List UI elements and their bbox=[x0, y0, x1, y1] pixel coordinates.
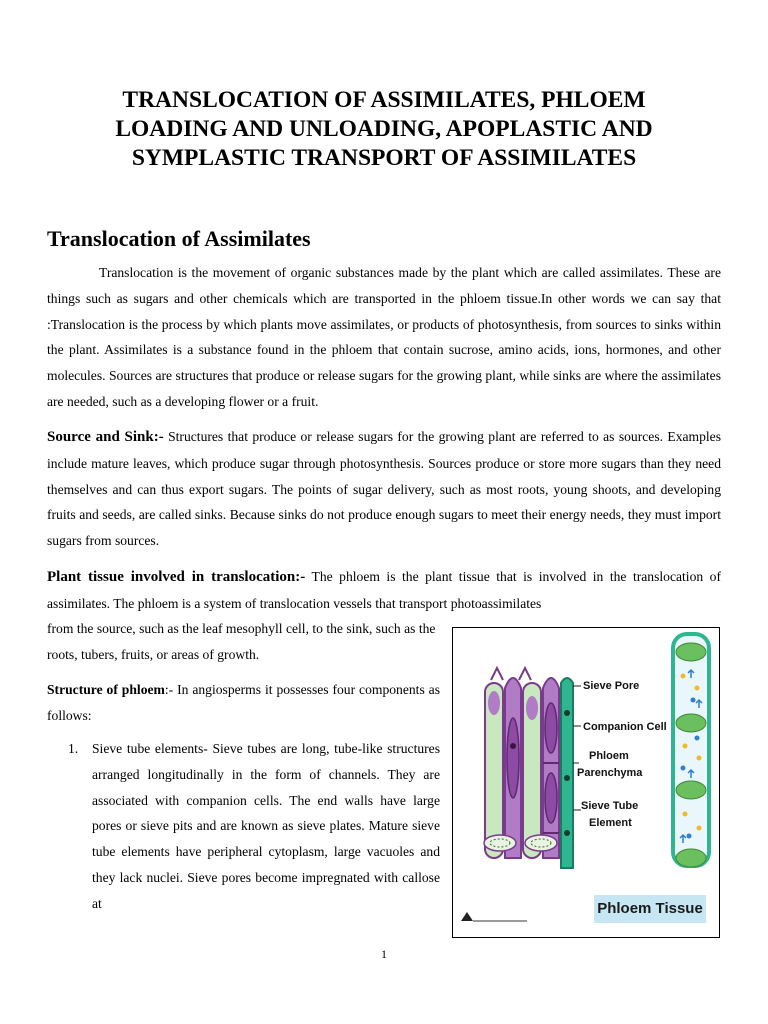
phloem-tissue-figure bbox=[452, 627, 720, 938]
section-title: Translocation of Assimilates bbox=[47, 226, 311, 251]
source-sink-text: Structures that produce or release sugars for the growing plant are referred to as sources. Examples include mature leaves, which produce sugar through photosynthesis. Sources produce or store more sugars than they need themselves and can thus export sugars. The points of sugar delivery, such as most roots, young shoots, and developing fruits and seeds, are called sinks. Because sinks do not produce enough sugars to meet their energy needs, they must import sugars from sources. bbox=[47, 429, 721, 549]
label-sieve-pore: Sieve Pore bbox=[583, 680, 640, 692]
components-list bbox=[47, 736, 440, 917]
list-number: 1. bbox=[68, 741, 79, 756]
page-title bbox=[60, 86, 708, 173]
paragraph-plant-tissue bbox=[47, 564, 721, 617]
publisher-logo-icon bbox=[461, 912, 527, 921]
paragraph-source-sink bbox=[47, 424, 721, 554]
source-sink-heading: Source and Sink:- bbox=[47, 429, 164, 445]
label-companion-cell: Companion Cell bbox=[583, 721, 667, 733]
plant-tissue-text: The phloem is the plant tissue that is involved in the translocation of assimilates. The phloem is a system of translocation vessels that transport photoassimilates bbox=[47, 569, 721, 611]
page-number: 1 bbox=[381, 947, 387, 961]
paragraph-translocation: Translocation is the movement of organic substances made by the plant which are called assimilates. These are things such as sugars and other chemicals which are transported in the phloem tissue.In other words we can say that :Translocation is the process by which plants move assimilates, or products of photosynthesis, from sources to sinks within the plant. Assimilates is a substance found in the phloem that contain sucrose, amino acids, ions, hormones, and other molecules. Sources are structures that produce or release sugars for the growing plant, while sinks are where the assimilates are needed, such as a developing flower or a fruit. bbox=[47, 265, 721, 409]
paragraph-structure bbox=[47, 677, 440, 729]
figure-caption: Phloem Tissue bbox=[594, 895, 706, 923]
title-line-2: LOADING AND UNLOADING, APOPLASTIC AND bbox=[115, 116, 653, 142]
title-line-1: TRANSLOCATION OF ASSIMILATES, PHLOEM bbox=[122, 87, 646, 113]
paragraph-plant-tissue-continued: from the source, such as the leaf mesophyll cell, to the sink, such as the roots, tubers, fruits, or areas of growth. bbox=[47, 621, 436, 662]
companion-cell-illustration bbox=[561, 678, 573, 868]
label-phloem-parenchyma-1: Phloem bbox=[589, 750, 629, 762]
sieve-tube-longitudinal bbox=[673, 634, 709, 867]
structure-text: :- In angiosperms it possesses four components as follows: bbox=[47, 682, 440, 723]
label-sieve-tube-1: Sieve Tube bbox=[581, 800, 639, 812]
phloem-diagram bbox=[453, 628, 719, 937]
title-line-3: SYMPLASTIC TRANSPORT OF ASSIMILATES bbox=[131, 145, 637, 171]
list-text: Sieve tube elements- Sieve tubes are long, tube-like structures arranged longitudinally in the form of channels. They are associated with companion cells. The end walls have large pores or sieve pits and are known as sieve plates. Mature sieve tube elements have peripheral cytoplasm, large vacuoles and they lack nuclei. Sieve pores become impregnated with callose at bbox=[92, 741, 440, 911]
label-phloem-parenchyma-2: Parenchyma bbox=[577, 767, 643, 779]
label-leaders bbox=[573, 686, 581, 810]
plant-tissue-heading: Plant tissue involved in translocation:- bbox=[47, 569, 306, 585]
structure-heading: Structure of phloem bbox=[47, 682, 165, 697]
label-sieve-tube-2: Element bbox=[589, 817, 632, 829]
list-item bbox=[47, 736, 440, 917]
